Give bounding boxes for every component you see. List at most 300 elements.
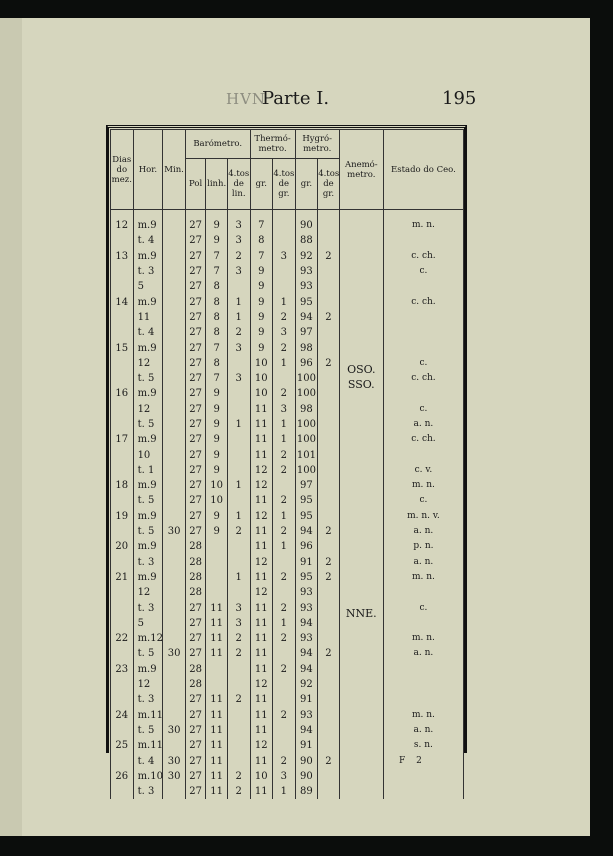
day-cell: 26: [111, 769, 134, 784]
hygro-quartos-cell: [318, 585, 340, 600]
estado-cell: [383, 784, 463, 799]
day-cell: 14: [111, 294, 134, 309]
linh-cell: 11: [206, 631, 228, 646]
minute-cell: [163, 417, 186, 432]
hygro-quartos-cell: 2: [318, 753, 340, 768]
hygro-gr-cell: 89: [295, 784, 318, 799]
thermo-quartos-cell: 2: [273, 386, 296, 401]
minute-cell: [163, 509, 186, 524]
hour-cell: m.9: [133, 509, 163, 524]
linh-cell: 9: [206, 417, 228, 432]
day-cell: [111, 646, 134, 661]
estado-cell: [383, 325, 463, 340]
linh-cell: 11: [206, 600, 228, 615]
pol-cell: 28: [185, 555, 206, 570]
hygro-gr-cell: 92: [295, 249, 318, 264]
thermo-gr-cell: 11: [250, 524, 273, 539]
hygro-gr-cell: 95: [295, 570, 318, 585]
hour-cell: 11: [133, 310, 163, 325]
header-anemometro: Anemó-metro.: [339, 130, 383, 210]
hour-cell: m.11: [133, 708, 163, 723]
hygro-quartos-cell: [318, 478, 340, 493]
quartos-lin-cell: 2: [227, 784, 250, 799]
quartos-lin-cell: [227, 723, 250, 738]
weather-table: [110, 129, 464, 799]
linh-cell: 11: [206, 646, 228, 661]
quartos-lin-cell: [227, 447, 250, 462]
linh-cell: 11: [206, 784, 228, 799]
hygro-quartos-cell: [318, 371, 340, 386]
thermo-gr-cell: 11: [250, 402, 273, 417]
hygro-gr-cell: 88: [295, 233, 318, 248]
estado-cell: a. n.: [383, 646, 463, 661]
hygro-gr-cell: 100: [295, 371, 318, 386]
estado-cell: c. ch.: [383, 432, 463, 447]
minute-cell: [163, 677, 186, 692]
day-cell: [111, 723, 134, 738]
table-row: [111, 264, 464, 279]
thermo-gr-cell: 10: [250, 371, 273, 386]
table-row: [111, 723, 464, 738]
quartos-lin-cell: 2: [227, 524, 250, 539]
pol-cell: 27: [185, 386, 206, 401]
thermo-quartos-cell: [273, 738, 296, 753]
quartos-lin-cell: 2: [227, 646, 250, 661]
hour-cell: t. 5: [133, 646, 163, 661]
anemometro-label: OSO.: [347, 363, 376, 376]
day-cell: 21: [111, 570, 134, 585]
day-cell: 17: [111, 432, 134, 447]
linh-cell: 9: [206, 432, 228, 447]
minute-cell: 30: [163, 646, 186, 661]
pol-cell: 27: [185, 417, 206, 432]
quartos-lin-cell: [227, 432, 250, 447]
pol-cell: 27: [185, 493, 206, 508]
hour-cell: t. 5: [133, 417, 163, 432]
minute-cell: [163, 585, 186, 600]
pol-cell: 27: [185, 340, 206, 355]
hygro-gr-cell: 98: [295, 402, 318, 417]
hygro-quartos-cell: [318, 539, 340, 554]
estado-cell: c.: [383, 402, 463, 417]
day-cell: [111, 463, 134, 478]
thermo-gr-cell: 9: [250, 279, 273, 294]
table-row: [111, 738, 464, 753]
hygro-quartos-cell: [318, 708, 340, 723]
hour-cell: 12: [133, 402, 163, 417]
hygro-gr-cell: 95: [295, 294, 318, 309]
linh-cell: 9: [206, 463, 228, 478]
hygro-quartos-cell: [318, 264, 340, 279]
estado-cell: [383, 386, 463, 401]
thermo-quartos-cell: 2: [273, 600, 296, 615]
thermo-quartos-cell: [273, 478, 296, 493]
thermo-gr-cell: 11: [250, 417, 273, 432]
hygro-quartos-cell: [318, 279, 340, 294]
hour-cell: t. 4: [133, 233, 163, 248]
thermo-quartos-cell: [273, 692, 296, 707]
day-cell: [111, 279, 134, 294]
estado-cell: c.: [383, 356, 463, 371]
thermo-gr-cell: 9: [250, 340, 273, 355]
minute-cell: [163, 386, 186, 401]
thermo-gr-cell: 11: [250, 708, 273, 723]
minute-cell: [163, 371, 186, 386]
anemometro-label: SSO.: [347, 378, 375, 391]
thermo-gr-cell: 10: [250, 769, 273, 784]
day-cell: 23: [111, 662, 134, 677]
hour-cell: m.9: [133, 539, 163, 554]
hour-cell: 12: [133, 585, 163, 600]
quartos-lin-cell: 2: [227, 631, 250, 646]
thermo-gr-cell: 11: [250, 692, 273, 707]
hour-cell: 12: [133, 677, 163, 692]
minute-cell: [163, 692, 186, 707]
thermo-quartos-cell: [273, 585, 296, 600]
thermo-gr-cell: 12: [250, 585, 273, 600]
hour-cell: m.9: [133, 478, 163, 493]
day-cell: [111, 600, 134, 615]
table-row: [111, 417, 464, 432]
estado-cell: [383, 279, 463, 294]
quartos-lin-cell: [227, 585, 250, 600]
thermo-quartos-cell: 1: [273, 417, 296, 432]
hygro-quartos-cell: [318, 432, 340, 447]
linh-cell: 8: [206, 325, 228, 340]
pol-cell: 27: [185, 509, 206, 524]
day-cell: 15: [111, 340, 134, 355]
thermo-quartos-cell: [273, 555, 296, 570]
thermo-quartos-cell: [273, 677, 296, 692]
hygro-gr-cell: 97: [295, 478, 318, 493]
thermo-quartos-cell: 2: [273, 340, 296, 355]
thermo-gr-cell: 12: [250, 738, 273, 753]
day-cell: [111, 493, 134, 508]
minute-cell: [163, 738, 186, 753]
linh-cell: 9: [206, 386, 228, 401]
minute-cell: [163, 310, 186, 325]
hygro-gr-cell: 91: [295, 555, 318, 570]
thermo-quartos-cell: 2: [273, 493, 296, 508]
thermo-quartos-cell: [273, 371, 296, 386]
quartos-lin-cell: 3: [227, 600, 250, 615]
quartos-lin-cell: 1: [227, 570, 250, 585]
minute-cell: [163, 447, 186, 462]
hygro-quartos-cell: [318, 784, 340, 799]
quartos-lin-cell: [227, 738, 250, 753]
hygro-quartos-cell: [318, 325, 340, 340]
table-row: [111, 233, 464, 248]
minute-cell: [163, 600, 186, 615]
table-row: [111, 784, 464, 799]
minute-cell: [163, 631, 186, 646]
day-cell: [111, 784, 134, 799]
linh-cell: [206, 555, 228, 570]
hygro-gr-cell: 93: [295, 600, 318, 615]
hygro-quartos-cell: [318, 677, 340, 692]
thermo-quartos-cell: 3: [273, 249, 296, 264]
header-pol: Pol: [185, 159, 206, 210]
hygro-quartos-cell: [318, 769, 340, 784]
thermo-gr-cell: 7: [250, 210, 273, 234]
estado-cell: [383, 310, 463, 325]
table-row: [111, 463, 464, 478]
thermo-gr-cell: 12: [250, 555, 273, 570]
minute-cell: 30: [163, 753, 186, 768]
thermo-gr-cell: 11: [250, 616, 273, 631]
quartos-lin-cell: 1: [227, 417, 250, 432]
thermo-quartos-cell: [273, 646, 296, 661]
quartos-lin-cell: 2: [227, 769, 250, 784]
minute-cell: [163, 249, 186, 264]
thermo-gr-cell: 12: [250, 509, 273, 524]
thermo-gr-cell: 11: [250, 493, 273, 508]
minute-cell: [163, 570, 186, 585]
hygro-gr-cell: 94: [295, 723, 318, 738]
pol-cell: 27: [185, 325, 206, 340]
header-linh: linh.: [206, 159, 228, 210]
table-row: [111, 402, 464, 417]
day-cell: [111, 310, 134, 325]
minute-cell: [163, 264, 186, 279]
hygro-gr-cell: 100: [295, 386, 318, 401]
quartos-lin-cell: 1: [227, 509, 250, 524]
minute-cell: [163, 539, 186, 554]
hour-cell: m.9: [133, 662, 163, 677]
linh-cell: 10: [206, 478, 228, 493]
table-row: [111, 386, 464, 401]
thermo-quartos-cell: 3: [273, 402, 296, 417]
hygro-quartos-cell: [318, 493, 340, 508]
quartos-lin-cell: [227, 662, 250, 677]
quartos-lin-cell: 3: [227, 340, 250, 355]
header-thermo-quartos: 4.tos de gr.: [273, 159, 296, 210]
minute-cell: [163, 662, 186, 677]
hygro-gr-cell: 97: [295, 325, 318, 340]
linh-cell: [206, 539, 228, 554]
estado-cell: [383, 769, 463, 784]
day-cell: 12: [111, 210, 134, 234]
thermo-quartos-cell: 3: [273, 325, 296, 340]
quartos-lin-cell: 2: [227, 325, 250, 340]
pol-cell: 27: [185, 371, 206, 386]
hour-cell: m.10: [133, 769, 163, 784]
pol-cell: 27: [185, 616, 206, 631]
hygro-gr-cell: 93: [295, 708, 318, 723]
thermo-quartos-cell: 1: [273, 616, 296, 631]
linh-cell: 11: [206, 738, 228, 753]
pol-cell: 27: [185, 310, 206, 325]
estado-cell: [383, 677, 463, 692]
estado-cell: [383, 662, 463, 677]
thermo-quartos-cell: [273, 233, 296, 248]
hour-cell: t. 3: [133, 264, 163, 279]
thermo-quartos-cell: 2: [273, 662, 296, 677]
day-cell: [111, 371, 134, 386]
header-hygro-gr: gr.: [295, 159, 318, 210]
day-cell: 20: [111, 539, 134, 554]
header-min: Min.: [163, 130, 186, 210]
quartos-lin-cell: [227, 493, 250, 508]
header-hor: Hor.: [133, 130, 163, 210]
hygro-quartos-cell: [318, 600, 340, 615]
linh-cell: 9: [206, 402, 228, 417]
estado-cell: a. n.: [383, 555, 463, 570]
show-through-text: HVN: [226, 90, 267, 108]
minute-cell: [163, 356, 186, 371]
hygro-quartos-cell: 2: [318, 570, 340, 585]
quartos-lin-cell: 1: [227, 294, 250, 309]
hygro-quartos-cell: [318, 723, 340, 738]
estado-cell: m. n.: [383, 210, 463, 234]
table-row: [111, 631, 464, 646]
day-cell: [111, 233, 134, 248]
minute-cell: [163, 340, 186, 355]
linh-cell: 11: [206, 753, 228, 768]
table-row: [111, 692, 464, 707]
linh-cell: [206, 662, 228, 677]
minute-cell: [163, 325, 186, 340]
pol-cell: 27: [185, 249, 206, 264]
hygro-quartos-cell: 2: [318, 555, 340, 570]
hygro-gr-cell: 90: [295, 769, 318, 784]
hour-cell: 5: [133, 279, 163, 294]
hygro-quartos-cell: [318, 417, 340, 432]
thermo-gr-cell: 9: [250, 325, 273, 340]
thermo-gr-cell: 11: [250, 447, 273, 462]
quartos-lin-cell: [227, 386, 250, 401]
estado-cell: m. n.: [383, 478, 463, 493]
estado-cell: s. n.: [383, 738, 463, 753]
quartos-lin-cell: [227, 356, 250, 371]
pol-cell: 27: [185, 356, 206, 371]
thermo-quartos-cell: 2: [273, 753, 296, 768]
pol-cell: 27: [185, 233, 206, 248]
folio-signature: F 2: [399, 756, 426, 766]
thermo-gr-cell: 11: [250, 600, 273, 615]
hour-cell: m.11: [133, 738, 163, 753]
day-cell: [111, 325, 134, 340]
table-row: [111, 708, 464, 723]
table-row: [111, 646, 464, 661]
hour-cell: 5: [133, 616, 163, 631]
day-cell: 25: [111, 738, 134, 753]
hour-cell: t. 4: [133, 325, 163, 340]
estado-cell: [383, 585, 463, 600]
linh-cell: [206, 570, 228, 585]
estado-cell: a. n.: [383, 417, 463, 432]
quartos-lin-cell: 1: [227, 310, 250, 325]
pol-cell: 27: [185, 463, 206, 478]
hygro-gr-cell: 90: [295, 210, 318, 234]
estado-cell: c. ch.: [383, 371, 463, 386]
quartos-lin-cell: [227, 708, 250, 723]
table-row: [111, 325, 464, 340]
linh-cell: 10: [206, 493, 228, 508]
hygro-quartos-cell: 2: [318, 646, 340, 661]
minute-cell: [163, 478, 186, 493]
table-row: [111, 310, 464, 325]
quartos-lin-cell: 3: [227, 616, 250, 631]
quartos-lin-cell: 3: [227, 233, 250, 248]
table-row: [111, 524, 464, 539]
thermo-quartos-cell: 1: [273, 509, 296, 524]
quartos-lin-cell: [227, 539, 250, 554]
pol-cell: 28: [185, 677, 206, 692]
minute-cell: [163, 432, 186, 447]
table-row: [111, 493, 464, 508]
thermo-gr-cell: 11: [250, 539, 273, 554]
linh-cell: 8: [206, 310, 228, 325]
hygro-gr-cell: 93: [295, 264, 318, 279]
day-cell: 18: [111, 478, 134, 493]
estado-cell: m. n.: [383, 570, 463, 585]
hour-cell: 12: [133, 356, 163, 371]
thermo-quartos-cell: [273, 210, 296, 234]
thermo-gr-cell: 11: [250, 631, 273, 646]
estado-cell: [383, 616, 463, 631]
hour-cell: m.9: [133, 294, 163, 309]
page-title: Parte I.: [262, 88, 330, 109]
pol-cell: 27: [185, 631, 206, 646]
table-row: [111, 570, 464, 585]
pol-cell: 27: [185, 478, 206, 493]
hygro-gr-cell: 94: [295, 524, 318, 539]
day-cell: [111, 753, 134, 768]
hygro-gr-cell: 100: [295, 463, 318, 478]
pol-cell: 27: [185, 264, 206, 279]
quartos-lin-cell: 2: [227, 249, 250, 264]
table-row: [111, 447, 464, 462]
linh-cell: 9: [206, 210, 228, 234]
thermo-quartos-cell: 3: [273, 769, 296, 784]
hygro-gr-cell: 90: [295, 753, 318, 768]
hygro-quartos-cell: 2: [318, 356, 340, 371]
hour-cell: t. 4: [133, 753, 163, 768]
day-cell: [111, 356, 134, 371]
hygro-quartos-cell: [318, 447, 340, 462]
minute-cell: [163, 463, 186, 478]
estado-cell: c. ch.: [383, 294, 463, 309]
linh-cell: 8: [206, 294, 228, 309]
thermo-gr-cell: 11: [250, 662, 273, 677]
hour-cell: 10: [133, 447, 163, 462]
anemometro-cell: [339, 210, 383, 800]
day-cell: 24: [111, 708, 134, 723]
hygro-gr-cell: 98: [295, 340, 318, 355]
estado-cell: c.: [383, 264, 463, 279]
day-cell: 22: [111, 631, 134, 646]
quartos-lin-cell: 2: [227, 692, 250, 707]
minute-cell: [163, 294, 186, 309]
hygro-gr-cell: 93: [295, 279, 318, 294]
table-row: [111, 662, 464, 677]
thermo-quartos-cell: 1: [273, 784, 296, 799]
linh-cell: 7: [206, 340, 228, 355]
thermo-quartos-cell: [273, 723, 296, 738]
estado-cell: [383, 447, 463, 462]
hour-cell: t. 3: [133, 600, 163, 615]
table-row: [111, 478, 464, 493]
hygro-gr-cell: 92: [295, 677, 318, 692]
hour-cell: m.9: [133, 340, 163, 355]
pol-cell: 28: [185, 662, 206, 677]
table-row: [111, 539, 464, 554]
pol-cell: 27: [185, 723, 206, 738]
thermo-quartos-cell: 1: [273, 294, 296, 309]
hygro-gr-cell: 100: [295, 432, 318, 447]
pol-cell: 27: [185, 646, 206, 661]
